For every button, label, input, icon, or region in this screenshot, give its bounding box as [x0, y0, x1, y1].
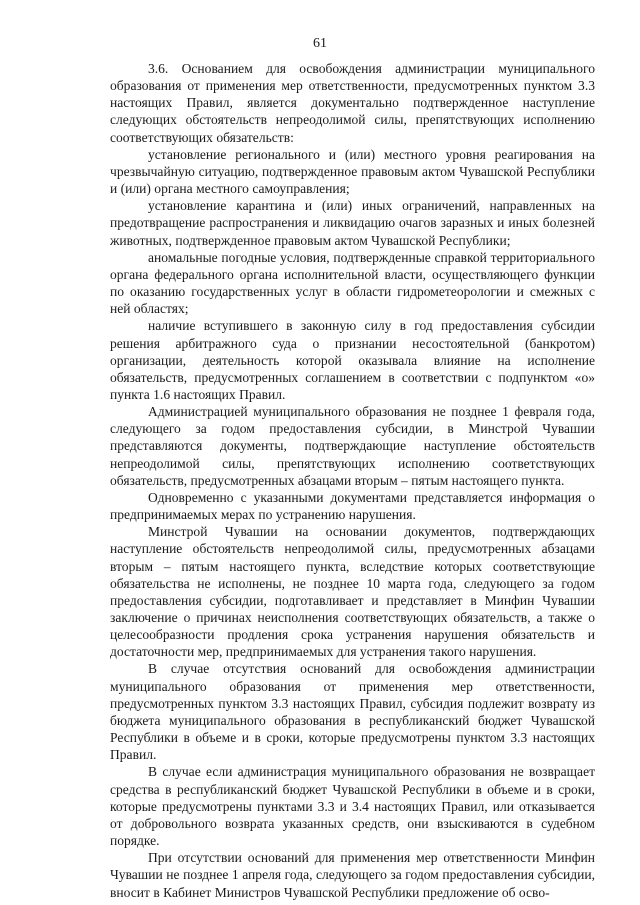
- paragraph-emergency-response: установление регионального и (или) местного уровня реагирования на чрезвычайную ситуацию, подтвержденное правовым актом Чувашской Республики и (или) органа местного самоуправления;: [110, 146, 595, 197]
- paragraph-documents-deadline: Администрацией муниципального образования не позднее 1 февраля года, следующего за годом предоставления субсидии, в Минстрой Чувашии представляются документы, подтверждающие наступление обстоятельств непреодолимой силы, препятствующих исполнению соответствующих обязательств, предусмотренных абзацами вторым – пятым настоящего пункта.: [110, 404, 595, 488]
- paragraph-quarantine: установление карантина и (или) иных ограничений, направленных на предотвращение распространения и ликвидацию очагов заразных и иных болезней животных, подтвержденное правовым актом Чувашской Республики;: [110, 198, 595, 248]
- paragraph-subsidy-return: В случае отсутствия оснований для освобождения администрации муниципального образования от применения мер ответственности, предусмотренных пунктом 3.3 настоящих Правил, субсидия подлежит возврату из бюджета муниципального образования в республиканский бюджет Чувашской Республики в объеме и в сроки, которые предусмотрены пунктом 3.3 настоящих Правил.: [110, 661, 595, 763]
- paragraph-minstroy-conclusion: Минстрой Чувашии на основании документов, подтверждающих наступление обстоятельств непреодолимой силы, предусмотренных абзацами вторым – пятым настоящего пункта, вследствие которых соответствующие обязательства не исполнены, не позднее 10 марта года, следующего за годом предоставления субсидии, подготавливает и представляет в Минфин Чувашии заключение о причинах неисполнения соответствующих обязательств, а также о целесообразности продления срока устранения нарушения обязательств и достаточности мер, предпринимаемых для устранения такого нарушения.: [110, 524, 595, 660]
- document-body: [110, 60, 595, 901]
- paragraph-3-6: 3.6. Основанием для освобождения администрации муниципального образования от применения мер ответственности, предусмотренных пунктом 3.3 настоящих Правил, является документально подтвержденное наступление следующих обстоятельств непреодолимой силы, препятствующих исполнению соответствующих обязательств:: [110, 61, 595, 145]
- page-number: 61: [313, 36, 327, 51]
- paragraph-bankruptcy: наличие вступившего в законную силу в год предоставления субсидии решения арбитражного суда о признании несостоятельной (банкротом) организации, деятельность которой оказывала влияние на исполнение обязательств, предусмотренных соглашением в соответствии с подпунктом «о» пункта 1.6 настоящих Правил.: [110, 318, 595, 402]
- paragraph-weather-conditions: аномальные погодные условия, подтвержденные справкой территориального органа федерального органа исполнительной власти, осуществляющего функции по оказанию государственных услуг в области гидрометеорологии и смежных с ней областях;: [110, 249, 595, 317]
- paragraph-measures-info: Одновременно с указанными документами представляется информация о предпринимаемых мерах по устранению нарушения.: [110, 489, 595, 523]
- paragraph-minfin-proposal: При отсутствии оснований для применения мер ответственности Минфин Чувашии не позднее 1 апреля года, следующего за годом предоставления субсидии, вносит в Кабинет Министров Чувашской Республики предложение об осво-: [110, 850, 595, 900]
- paragraph-court-recovery: В случае если администрация муниципального образования не возвращает средства в республиканский бюджет Чувашской Республики в объеме и в сроки, которые предусмотрены пунктами 3.3 и 3.4 настоящих Правил, или отказывается от добровольного возврата указанных средств, они взыскиваются в судебном порядке.: [110, 764, 595, 849]
